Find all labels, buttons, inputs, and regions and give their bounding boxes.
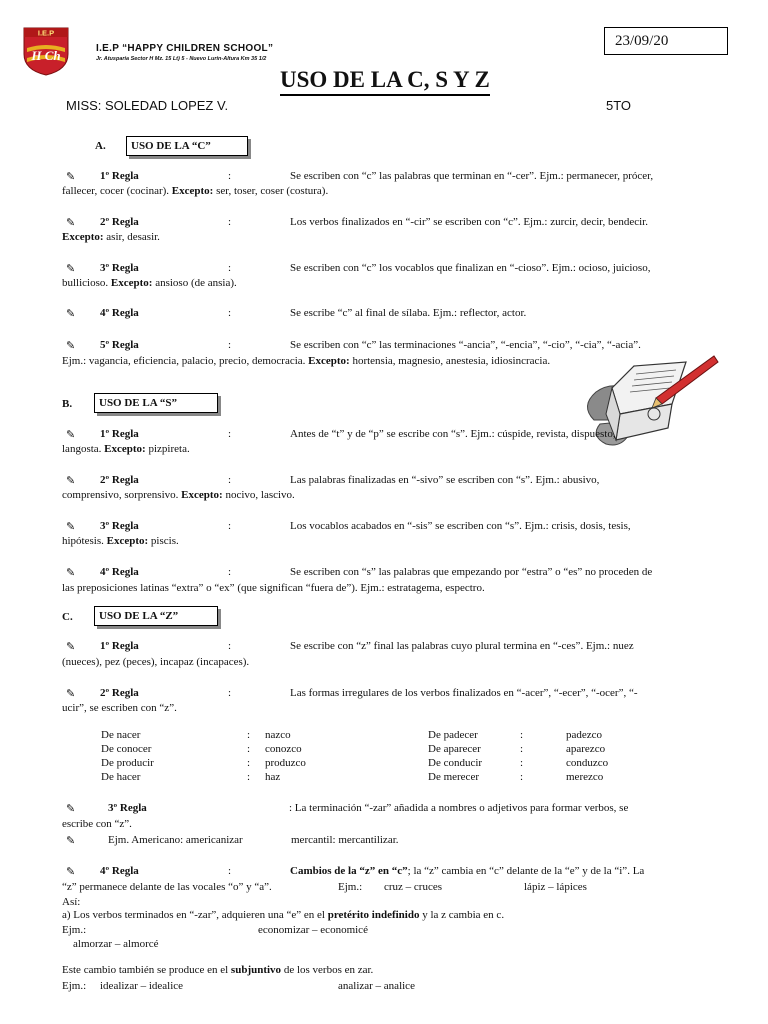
table-cell: De producir: [101, 757, 154, 769]
rule-c4-example-1: cruz – cruces: [384, 881, 443, 893]
page-title: USO DE LA C, S Y Z: [280, 66, 490, 96]
table-cell: De aparecer: [428, 743, 481, 755]
rule-c3-example-2: mercantil: mercantilizar.: [291, 834, 399, 846]
pencil-icon: ✎: [66, 803, 76, 815]
pencil-icon: ✎: [66, 521, 76, 533]
example-idealizar: idealizar – idealice: [100, 980, 184, 992]
rule-c4-continuation: “z” permanece delante de las vocales “o” y “a”.: [62, 881, 272, 893]
rule-a5-name: 5º Regla: [100, 339, 139, 351]
rule-b4-continuation: las preposiciones latinas “extra” o “ex” (que significan “fuera de”). Ejm.: estratagema, espectro.: [62, 582, 485, 594]
rule-c1-text: Se escribe con “z” final las palabras cuyo plural termina en “-ces”. Ejm.: nuez: [290, 640, 634, 652]
date-box: 23/09/20: [604, 27, 728, 55]
rule-b1-name: 1º Regla: [100, 428, 139, 440]
rule-c2-continuation: ucir”, se escriben con “z”.: [62, 702, 177, 714]
pencil-icon: ✎: [66, 429, 76, 441]
rule-colon: :: [228, 339, 232, 351]
table-cell: De nacer: [101, 729, 141, 741]
rule-colon: :: [228, 428, 232, 440]
table-cell: De conocer: [101, 743, 152, 755]
pencil-icon: ✎: [66, 475, 76, 487]
rule-a2-name: 2º Regla: [100, 216, 139, 228]
rule-a4-text: Se escribe “c” al final de sílaba. Ejm.: reflector, actor.: [290, 307, 527, 319]
ejm-label: Ejm.:: [62, 924, 87, 936]
subjunctive-rule: Este cambio también se produce en el subjuntivo de los verbos en zar.: [62, 964, 374, 976]
rule-a3-text: Se escriben con “c” los vocablos que finalizan en “-cioso”. Ejm.: ocioso, juicioso,: [290, 262, 651, 274]
asi-label: Así:: [62, 896, 81, 908]
grade-label: 5TO: [606, 98, 632, 113]
pencil-icon: ✎: [66, 308, 76, 320]
school-address: Jr. Atusparia Sector H Mz. 15 Lt) 5 - Nuevo Lurin-Altura Km 35 1/2: [96, 56, 267, 62]
table-cell: :: [247, 771, 251, 783]
table-cell: :: [247, 757, 251, 769]
table-cell: aparezco: [566, 743, 606, 755]
pencil-icon: ✎: [66, 217, 76, 229]
rule-a5-text: Se escriben con “c” las terminaciones “-ancia”, “-encia”, “-cio”, “-cia”, “-acia”.: [290, 339, 641, 351]
rule-c4-text: Cambios de la “z” en “c”; la “z” cambia en “c” delante de la “e” y de la “i”. La: [290, 865, 645, 877]
rule-c4-example-2: lápiz – lápices: [524, 881, 587, 893]
table-cell: conduzco: [566, 757, 609, 769]
rule-c3-name: 3º Regla: [108, 802, 147, 814]
rule-c2-name: 2º Regla: [100, 687, 139, 699]
rule-colon: :: [228, 640, 232, 652]
section-a-letter: A.: [95, 140, 106, 152]
table-cell: padezco: [566, 729, 603, 741]
rule-a4-name: 4º Regla: [100, 307, 139, 319]
rule-c2-text: Las formas irregulares de los verbos finalizados en “-acer”, “-ecer”, “-ocer”, “-: [290, 687, 638, 699]
table-cell: De conducir: [428, 757, 483, 769]
rule-colon: :: [228, 520, 232, 532]
example-analizar: analizar – analice: [338, 980, 415, 992]
teacher-name: MISS: SOLEDAD LOPEZ V.: [66, 98, 229, 113]
section-c-letter: C.: [62, 611, 73, 623]
rule-a1-text: Se escriben con “c” las palabras que terminan en “-cer”. Ejm.: permanecer, prócer,: [290, 170, 654, 182]
table-cell: :: [520, 771, 524, 783]
table-cell: De padecer: [428, 729, 478, 741]
rule-a3-continuation: bullicioso. Excepto: ansioso (de ansia).: [62, 277, 237, 289]
school-name: I.E.P “HAPPY CHILDREN SCHOOL”: [96, 43, 274, 54]
rule-a5-continuation: Ejm.: vagancia, eficiencia, palacio, precio, democracia. Excepto: hortensia, magnesio, anestesia, idiosincracia.: [62, 355, 551, 367]
rule-colon: :: [228, 865, 232, 877]
rule-colon: :: [228, 474, 232, 486]
table-cell: produzco: [265, 757, 306, 769]
rule-c3-example-1: Ejm. Americano: americanizar: [108, 834, 243, 846]
section-b-heading: USO DE LA “S”: [94, 393, 218, 413]
example-almorzar: almorzar – almorcé: [73, 938, 159, 950]
pencil-icon: ✎: [66, 866, 76, 878]
school-logo: [22, 26, 70, 76]
rule-a3-name: 3º Regla: [100, 262, 139, 274]
rule-a2-continuation: Excepto: asir, desasir.: [62, 231, 160, 243]
table-cell: :: [520, 757, 524, 769]
section-c-heading: USO DE LA “Z”: [94, 606, 218, 626]
pencil-icon: ✎: [66, 835, 76, 847]
pencil-icon: ✎: [66, 688, 76, 700]
pencil-icon: ✎: [66, 567, 76, 579]
rule-colon: :: [228, 262, 232, 274]
rule-colon: :: [228, 566, 232, 578]
table-cell: conozco: [265, 743, 302, 755]
preterite-rule: a) Los verbos terminados en “-zar”, adquieren una “e” en el pretérito indefinido y la z cambia en c.: [62, 909, 505, 921]
rule-c1-continuation: (nueces), pez (peces), incapaz (incapaces).: [62, 656, 250, 668]
rule-b4-text: Se escriben con “s” las palabras que empezando por “estra” o “es” no proceden de: [290, 566, 653, 578]
logo-letters: H Ch: [31, 48, 61, 63]
rule-c4-ejm: Ejm.:: [338, 881, 363, 893]
pencil-icon: ✎: [66, 171, 76, 183]
rule-b1-text: Antes de “t” y de “p” se escribe con “s”. Ejm.: cúspide, revista, dispuesto,: [290, 428, 616, 440]
pencil-icon: ✎: [66, 641, 76, 653]
rule-b3-continuation: hipótesis. Excepto: piscis.: [62, 535, 179, 547]
rule-b2-continuation: comprensivo, sorprensivo. Excepto: nocivo, lascivo.: [62, 489, 295, 501]
table-cell: :: [520, 743, 524, 755]
rule-b3-name: 3º Regla: [100, 520, 139, 532]
table-cell: merezco: [566, 771, 604, 783]
table-cell: :: [247, 729, 251, 741]
rule-colon: :: [228, 216, 232, 228]
rule-b2-text: Las palabras finalizadas en “-sivo” se escriben con “s”. Ejm.: abusivo,: [290, 474, 600, 486]
rule-colon: :: [228, 170, 232, 182]
rule-b2-name: 2º Regla: [100, 474, 139, 486]
rule-b1-continuation: langosta. Excepto: pizpireta.: [62, 443, 190, 455]
rule-c3-continuation: escribe con “z”.: [62, 818, 132, 830]
rule-c1-name: 1º Regla: [100, 640, 139, 652]
table-cell: haz: [265, 771, 281, 783]
logo-text: I.E.P: [37, 28, 55, 38]
section-a-heading: USO DE LA “C”: [126, 136, 248, 156]
table-cell: De merecer: [428, 771, 479, 783]
ejm-label: Ejm.:: [62, 980, 87, 992]
section-b-letter: B.: [62, 398, 73, 410]
rule-colon: :: [228, 307, 232, 319]
rule-c4-name: 4º Regla: [100, 865, 139, 877]
pencil-icon: ✎: [66, 340, 76, 352]
table-cell: :: [247, 743, 251, 755]
table-cell: nazco: [265, 729, 291, 741]
rule-a1-continuation: fallecer, cocer (cocinar). Excepto: ser, toser, coser (costura).: [62, 185, 329, 197]
rule-a1-name: 1º Regla: [100, 170, 139, 182]
rule-b3-text: Los vocablos acabados en “-sis” se escriben con “s”. Ejm.: crisis, dosis, tesis,: [290, 520, 631, 532]
rule-b4-name: 4º Regla: [100, 566, 139, 578]
rule-c3-text: : La terminación “-zar” añadida a nombres o adjetivos para formar verbos, se: [289, 802, 629, 814]
table-cell: :: [520, 729, 524, 741]
rule-a2-text: Los verbos finalizados en “-cir” se escriben con “c”. Ejm.: zurcir, decir, bendecir.: [290, 216, 648, 228]
rule-colon: :: [228, 687, 232, 699]
example-economizar: economizar – economicé: [258, 924, 368, 936]
table-cell: De hacer: [101, 771, 141, 783]
pencil-icon: ✎: [66, 263, 76, 275]
